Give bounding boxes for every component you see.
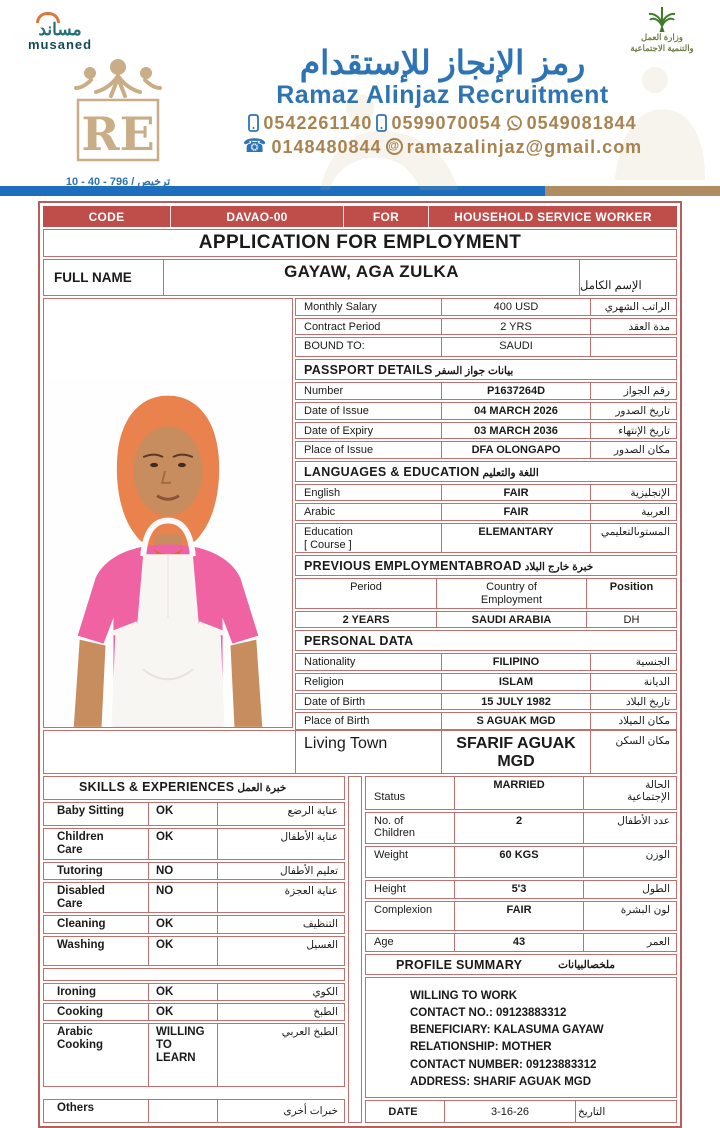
period-value: 2 YEARS bbox=[342, 613, 390, 626]
position-title: HOUSEHOLD SERVICE WORKER bbox=[428, 206, 677, 227]
skills-and-profile bbox=[43, 776, 677, 1126]
application-form bbox=[38, 201, 682, 1128]
ministry-name-line2: والتنمية الاجتماعية bbox=[630, 42, 694, 53]
row-arabic-cooking bbox=[43, 1023, 345, 1087]
stats-and-profile bbox=[365, 776, 677, 1126]
row-cleaning bbox=[43, 915, 345, 933]
email-address: ramazalinjaz@gmail.com bbox=[406, 136, 643, 157]
country-value: SAUDI ARABIA bbox=[436, 612, 586, 628]
date-label-arabic: التاريخ bbox=[578, 1106, 606, 1119]
section-languages-education bbox=[295, 461, 677, 482]
field-label-arabic: الراتب الشهري bbox=[604, 301, 670, 313]
row-date-of-issue bbox=[295, 402, 677, 420]
agency-logo bbox=[50, 56, 186, 188]
row-disabled-care bbox=[43, 882, 345, 913]
field-value: 03 MARCH 2036 bbox=[441, 423, 591, 439]
agency-monogram-icon bbox=[53, 56, 183, 166]
previous-employment-data-row bbox=[295, 611, 677, 629]
skill-label: Ironing bbox=[57, 985, 96, 998]
field-label: No. of Children bbox=[374, 814, 415, 840]
field-label: Monthly Salary bbox=[304, 301, 377, 313]
field-label: Place of Birth bbox=[304, 715, 370, 728]
field-value: SFARIF AGUAK MGD bbox=[441, 731, 591, 773]
skill-label: Tutoring bbox=[57, 864, 103, 877]
palm-tree-icon bbox=[647, 6, 677, 32]
field-value: S AGUAK MGD bbox=[441, 713, 591, 729]
field-label: Date of Expiry bbox=[304, 424, 374, 437]
mobile-phone-icon bbox=[248, 114, 259, 132]
section-title: PREVIOUS EMPLOYMENTABROAD bbox=[304, 559, 522, 574]
field-label: Age bbox=[374, 935, 394, 948]
row-baby-sitting bbox=[43, 802, 345, 826]
field-value: P1637264D bbox=[441, 383, 591, 399]
full-name-value: GAYAW, AGA ZULKA bbox=[284, 262, 459, 281]
ministry-name-line1: وزارة العمل bbox=[641, 32, 683, 42]
full-name-row bbox=[43, 259, 677, 296]
applicant-photo-figure bbox=[44, 299, 292, 727]
row-no-of-children bbox=[365, 812, 677, 844]
field-label-arabic bbox=[591, 338, 676, 356]
field-label: English bbox=[304, 486, 341, 499]
field-value: 43 bbox=[454, 934, 584, 951]
skill-label-arabic: الطبخ bbox=[313, 1005, 338, 1018]
column-header-country: Country of Employment bbox=[436, 579, 586, 607]
column-header-position: Position bbox=[586, 579, 676, 607]
skill-label-arabic: تعليم الأطفال bbox=[280, 864, 338, 877]
field-label-arabic: رقم الجواز bbox=[623, 385, 670, 398]
skill-value: OK bbox=[148, 829, 218, 859]
field-label-arabic: مكان الصدور bbox=[613, 444, 670, 457]
date-value: 3-16-26 bbox=[444, 1101, 576, 1122]
empty-cell bbox=[44, 731, 296, 773]
skill-label-arabic: الطبخ العربي bbox=[281, 1025, 338, 1038]
row-place-of-issue bbox=[295, 441, 677, 459]
row-bound-to bbox=[295, 337, 677, 357]
section-title-arabic: اللغة والتعليم bbox=[482, 466, 539, 479]
row-tutoring bbox=[43, 862, 345, 880]
field-label: Living Town bbox=[304, 734, 388, 752]
field-label: Weight bbox=[374, 848, 409, 861]
skill-value: NO bbox=[148, 863, 218, 879]
agency-monogram-text: RE bbox=[81, 107, 155, 161]
field-value: 2 YRS bbox=[441, 319, 591, 335]
field-label: Place of Issue bbox=[304, 444, 374, 457]
skill-label: Cleaning bbox=[57, 918, 106, 931]
section-skills-experiences bbox=[43, 776, 345, 800]
skill-label: Children Care bbox=[57, 830, 104, 856]
skill-label: Disabled Care bbox=[57, 884, 105, 911]
for-label: FOR bbox=[343, 206, 428, 227]
field-value: 15 JULY 1982 bbox=[441, 694, 591, 710]
field-label-arabic: الوزن bbox=[645, 848, 670, 861]
row-children-care bbox=[43, 828, 345, 860]
row-date-of-expiry bbox=[295, 422, 677, 440]
field-label-arabic: لون البشرة bbox=[620, 903, 670, 916]
row-ironing bbox=[43, 983, 345, 1001]
field-label-arabic: مكان الميلاد bbox=[618, 715, 670, 728]
row-place-of-birth bbox=[295, 712, 677, 730]
section-profile-summary bbox=[365, 954, 677, 975]
field-label: Status bbox=[374, 790, 406, 803]
row-passport-number bbox=[295, 382, 677, 400]
field-label-arabic: تاريخ الصدور bbox=[615, 404, 670, 417]
spacer-column bbox=[348, 776, 362, 1124]
field-value: FILIPINO bbox=[441, 654, 591, 670]
profile-line: CONTACT NO.: 09123883312 bbox=[410, 1006, 567, 1019]
field-label-arabic: الديانة bbox=[643, 675, 670, 688]
skill-label-arabic: عناية الرضع bbox=[287, 804, 338, 817]
profile-line: WILLING TO WORK bbox=[410, 989, 518, 1002]
field-value: 04 MARCH 2026 bbox=[441, 403, 591, 419]
field-label-arabic: الإنجليزية bbox=[630, 486, 670, 499]
field-value: 60 KGS bbox=[454, 847, 584, 877]
agency-title-english: Ramaz Alinjaz Recruitment bbox=[276, 80, 609, 109]
row-age bbox=[365, 933, 677, 952]
skill-value: OK bbox=[148, 1004, 218, 1020]
musaned-logo bbox=[28, 12, 92, 52]
skill-value bbox=[148, 1100, 218, 1122]
section-title-arabic: بيانات جواز السفر bbox=[435, 365, 514, 378]
telephone-icon: ☎ bbox=[242, 135, 268, 158]
field-label-arabic: تاريخ البلاد bbox=[625, 695, 670, 708]
row-english bbox=[295, 484, 677, 502]
field-label-arabic: المستوىالتعليمي bbox=[600, 526, 670, 539]
row-weight bbox=[365, 846, 677, 878]
row-arabic bbox=[295, 503, 677, 521]
divider-tan-segment bbox=[545, 186, 720, 196]
profile-line: CONTACT NUMBER: 09123883312 bbox=[410, 1058, 597, 1071]
section-personal-data bbox=[295, 630, 677, 651]
code-label: CODE bbox=[88, 209, 125, 224]
field-value: 400 USD bbox=[441, 299, 591, 315]
row-cooking bbox=[43, 1003, 345, 1021]
field-value: SAUDI bbox=[441, 338, 591, 356]
position-value: DH bbox=[586, 612, 676, 628]
row-date bbox=[365, 1100, 677, 1123]
skill-value: OK bbox=[148, 803, 218, 825]
full-name-label: FULL NAME bbox=[44, 260, 164, 295]
contact-line-2 bbox=[195, 137, 690, 156]
landline-number: 0148480844 bbox=[271, 136, 382, 157]
skill-value: WILLING TO LEARN bbox=[148, 1024, 218, 1086]
date-label: DATE bbox=[388, 1105, 418, 1118]
skill-label-arabic: خبرات أخرى bbox=[283, 1105, 338, 1118]
skill-label-arabic: الكوي bbox=[312, 985, 338, 998]
row-living-town bbox=[43, 730, 677, 774]
whatsapp-number: 0549081844 bbox=[526, 113, 637, 134]
whatsapp-icon bbox=[506, 115, 523, 132]
section-passport-details bbox=[295, 359, 677, 380]
section-title: PERSONAL DATA bbox=[304, 634, 414, 649]
profile-line: BENEFICIARY: KALASUMA GAYAW bbox=[410, 1024, 604, 1037]
section-title: LANGUAGES & EDUCATION bbox=[304, 464, 480, 479]
skill-label: Washing bbox=[57, 938, 105, 951]
skill-label: Arabic Cooking bbox=[57, 1025, 103, 1052]
skill-label-arabic: عناية الأطفال bbox=[280, 830, 338, 843]
field-label-arabic: العمر bbox=[646, 935, 670, 948]
field-label-arabic: الحالة الإجتماعية bbox=[627, 778, 670, 803]
field-label: Nationality bbox=[304, 656, 356, 669]
agency-titles bbox=[195, 46, 690, 156]
row-complexion bbox=[365, 901, 677, 931]
row-nationality bbox=[295, 653, 677, 671]
skill-value: OK bbox=[148, 937, 218, 965]
code-value: DAVAO-00 bbox=[170, 206, 343, 227]
details-column bbox=[295, 298, 677, 730]
section-previous-employment bbox=[295, 555, 677, 576]
section-title-arabic: خبرة خارج البلاد bbox=[524, 561, 594, 574]
section-title-arabic: ملخصالبيانات bbox=[558, 958, 615, 971]
skill-value: NO bbox=[148, 883, 218, 912]
letterhead bbox=[0, 0, 720, 186]
skill-value: OK bbox=[148, 916, 218, 932]
field-value: 5'3 bbox=[454, 881, 584, 898]
row-contract-period bbox=[295, 318, 677, 336]
field-value: FAIR bbox=[441, 504, 591, 520]
spacer-row bbox=[43, 968, 345, 981]
field-value: ELEMANTARY bbox=[441, 524, 591, 552]
field-label: Education [ Course ] bbox=[304, 526, 353, 551]
section-title: SKILLS & EXPERIENCES bbox=[79, 779, 235, 794]
row-height bbox=[365, 880, 677, 899]
row-monthly-salary bbox=[295, 298, 677, 316]
row-religion bbox=[295, 673, 677, 691]
field-value: FAIR bbox=[454, 902, 584, 930]
row-education bbox=[295, 523, 677, 553]
musaned-arabic-wordmark: مساند bbox=[38, 20, 82, 39]
applicant-photo bbox=[43, 298, 293, 728]
field-label-arabic: العربية bbox=[641, 506, 670, 519]
field-label-arabic: الجنسية bbox=[635, 656, 670, 669]
field-value: DFA OLONGAPO bbox=[441, 442, 591, 458]
field-label-arabic: الطول bbox=[642, 882, 670, 895]
skills-table bbox=[43, 776, 345, 1126]
skill-label: Baby Sitting bbox=[57, 804, 125, 817]
field-label: Date of Issue bbox=[304, 404, 369, 417]
row-washing bbox=[43, 936, 345, 966]
mobile-number-2: 0599070054 bbox=[391, 113, 502, 134]
section-title: PROFILE SUMMARY bbox=[396, 957, 523, 972]
profile-summary-block bbox=[365, 977, 677, 1099]
skill-value: OK bbox=[148, 984, 218, 1000]
profile-line: RELATIONSHIP: MOTHER bbox=[410, 1041, 552, 1054]
previous-employment-header-row bbox=[295, 578, 677, 608]
field-label-arabic: عدد الأطفال bbox=[617, 814, 670, 827]
email-icon: @ bbox=[386, 138, 403, 155]
full-name-label-arabic: الإسم الكامل bbox=[579, 260, 676, 295]
skill-label-arabic: عناية العجزة bbox=[284, 884, 338, 897]
mobile-phone-icon bbox=[376, 114, 387, 132]
section-title: PASSPORT DETAILS bbox=[304, 363, 433, 378]
field-label-arabic: تاريخ الإنتهاء bbox=[618, 424, 670, 437]
row-status bbox=[365, 776, 677, 810]
field-label: Religion bbox=[304, 675, 344, 688]
field-label-arabic: مدة العقد bbox=[628, 320, 670, 333]
skill-label: Others bbox=[57, 1102, 95, 1115]
field-value: MARRIED bbox=[454, 777, 584, 809]
skill-label-arabic: الغسيل bbox=[306, 938, 338, 951]
photo-and-details bbox=[43, 298, 677, 730]
skill-label: Cooking bbox=[57, 1005, 103, 1018]
form-title: APPLICATION FOR EMPLOYMENT bbox=[43, 229, 677, 257]
musaned-wordmark: musaned bbox=[28, 37, 93, 52]
field-label: Height bbox=[374, 882, 406, 895]
skill-label-arabic: التنظيف bbox=[302, 918, 338, 931]
field-value: 2 bbox=[454, 813, 584, 843]
profile-line: ADDRESS: SHARIF AGUAK MGD bbox=[410, 1075, 592, 1088]
field-label: Contract Period bbox=[304, 320, 381, 333]
row-others bbox=[43, 1099, 345, 1123]
section-title-arabic: خبرة العمل bbox=[237, 781, 287, 794]
field-value: ISLAM bbox=[441, 674, 591, 690]
code-band bbox=[43, 206, 677, 227]
field-label: Number bbox=[304, 385, 344, 398]
field-label-arabic: مكان السكن bbox=[615, 734, 670, 747]
field-label: Complexion bbox=[374, 903, 433, 916]
license-number: 10 - 40 - 796 / ترخيص bbox=[65, 176, 171, 188]
row-date-of-birth bbox=[295, 693, 677, 711]
column-header-period: Period bbox=[350, 581, 382, 594]
field-value: FAIR bbox=[441, 485, 591, 501]
field-label: Arabic bbox=[304, 506, 336, 519]
field-label: BOUND TO: bbox=[304, 340, 365, 353]
contact-line-1 bbox=[195, 114, 690, 132]
agency-title-arabic: رمز الإنجاز للإستقدام bbox=[299, 44, 586, 81]
field-label: Date of Birth bbox=[304, 695, 366, 708]
mobile-number-1: 0542261140 bbox=[263, 113, 373, 134]
